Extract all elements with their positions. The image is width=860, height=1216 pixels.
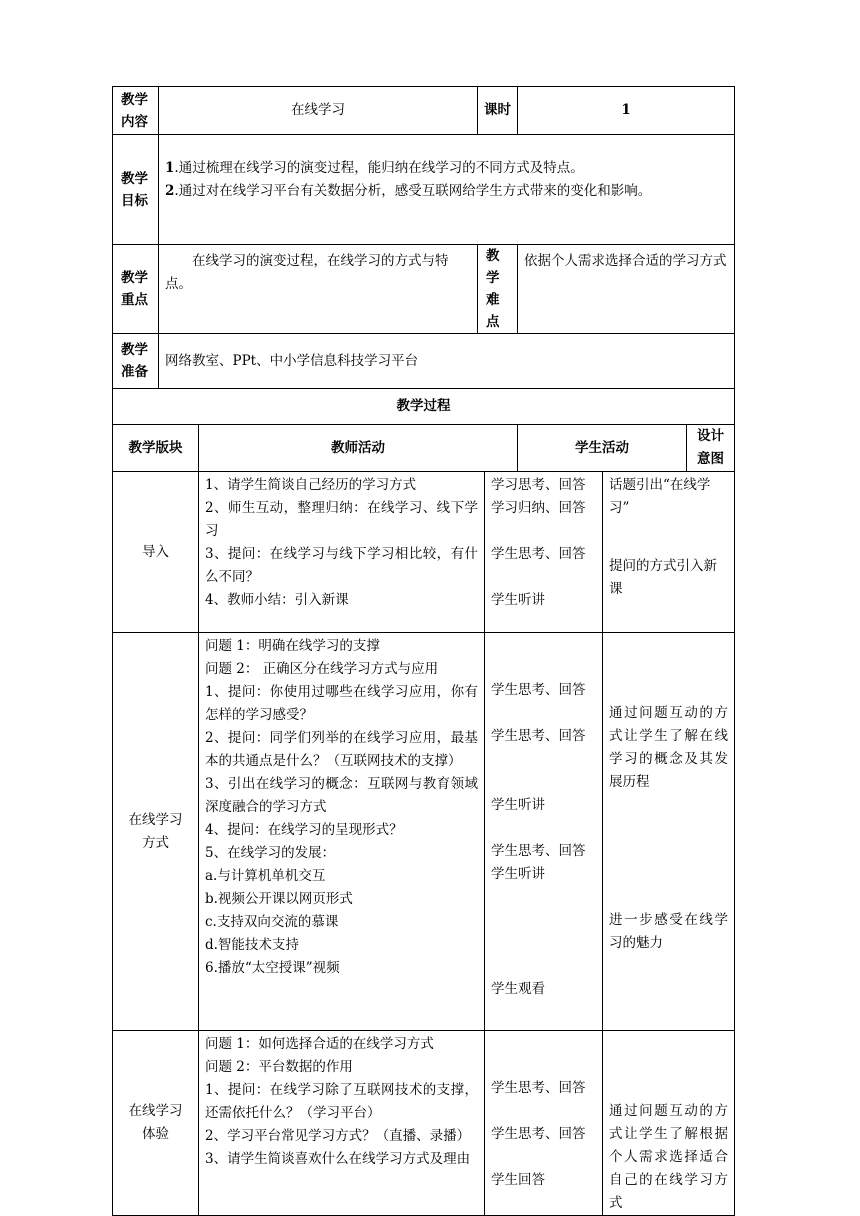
goal-item: 2.通过对在线学习平台有关数据分析，感受互联网给学生方式带来的变化和影响。 [165, 183, 652, 199]
focus-row [113, 245, 735, 334]
focus-value: 在线学习的演变过程，在线学习的方式与特点。 [159, 245, 478, 334]
student-activity: 学生思考、回答 学生思考、回答 学生听讲 学生思考、回答 学生听讲 学生观看 [485, 633, 603, 1031]
lesson-plan-sheet [112, 86, 734, 1216]
period-value: 1 [518, 87, 735, 135]
student-activity: 学习思考、回答 学习归纳、回答 学生思考、回答 学生听讲 [485, 472, 603, 633]
process-header-row [113, 425, 735, 472]
student-activity: 学生思考、回答 学生思考、回答 学生回答 [485, 1031, 603, 1216]
focus-label: 教学 重点 [113, 245, 159, 334]
column-header-intent: 设计意图 [687, 425, 735, 472]
goals-label: 教学 目标 [113, 135, 159, 245]
difficulty-value: 依据个人需求选择合适的学习方式 [518, 245, 735, 334]
goals-content [159, 135, 735, 245]
process-block: 导入 [113, 472, 199, 633]
goal-item: 1.通过梳理在线学习的演变过程，能归纳在线学习的不同方式及特点。 [165, 160, 584, 176]
process-row [113, 1031, 735, 1216]
content-row [113, 87, 735, 135]
process-title-row [113, 389, 735, 425]
teacher-activity: 问题 1：明确在线学习的支撑 问题 2： 正确区分在线学习方式与应用 1、提问：你使用过哪些在线学习应用，你有怎样的学习感受？ 2、提问：同学们列举的在线学习应用，最基本的共通点是什么？（互联网技术的支撑） 3、引出在线学习的概念：互联网与教育领域深度融合的学习方式 4、提问：在线学习的呈现形式？ 5、在线学习的发展： a.与计算机单机交互 b.视频公开课以网页形式 c.支持双向交流的慕课 d.智能技术支持 6.播放“太空授课”视频 [199, 633, 485, 1031]
prep-value: 网络教室、PPt、中小学信息科技学习平台 [159, 334, 735, 389]
column-header-teacher: 教师活动 [199, 425, 518, 472]
process-block: 在线学习 方式 [113, 633, 199, 1031]
prep-label: 教学 准备 [113, 334, 159, 389]
content-label: 教学 内容 [113, 87, 159, 135]
goals-row [113, 135, 735, 245]
prep-row [113, 334, 735, 389]
process-row [113, 472, 735, 633]
design-intent: 通过问题互动的方式让学生了解在线学习的概念及其发展历程 进一步感受在线学习的魅力 [603, 633, 735, 1031]
process-table [112, 471, 735, 1216]
column-header-student: 学生活动 [518, 425, 687, 472]
period-label: 课时 [478, 87, 518, 135]
lesson-plan-table [112, 86, 735, 472]
process-title: 教学过程 [113, 389, 735, 425]
design-intent: 话题引出“在线学习” 提问的方式引入新课 [603, 472, 735, 633]
teacher-activity: 1、请学生简谈自己经历的学习方式 2、师生互动，整理归纳：在线学习、线下学习 3、提问：在线学习与线下学习相比较，有什么不同？ 4、教师小结：引入新课 [199, 472, 485, 633]
process-row [113, 633, 735, 1031]
difficulty-label: 教学 难点 [478, 245, 518, 334]
content-value: 在线学习 [159, 87, 478, 135]
design-intent: 通过问题互动的方式让学生了解根据个人需求选择适合自己的在线学习方式 [603, 1031, 735, 1216]
process-block: 在线学习 体验 [113, 1031, 199, 1216]
column-header-block: 教学版块 [113, 425, 199, 472]
teacher-activity: 问题 1：如何选择合适的在线学习方式 问题 2：平台数据的作用 1、提问：在线学习除了互联网技术的支撑，还需依托什么？（学习平台） 2、学习平台常见学习方式？（直播、录播） 3、请学生简谈喜欢什么在线学习方式及理由 [199, 1031, 485, 1216]
